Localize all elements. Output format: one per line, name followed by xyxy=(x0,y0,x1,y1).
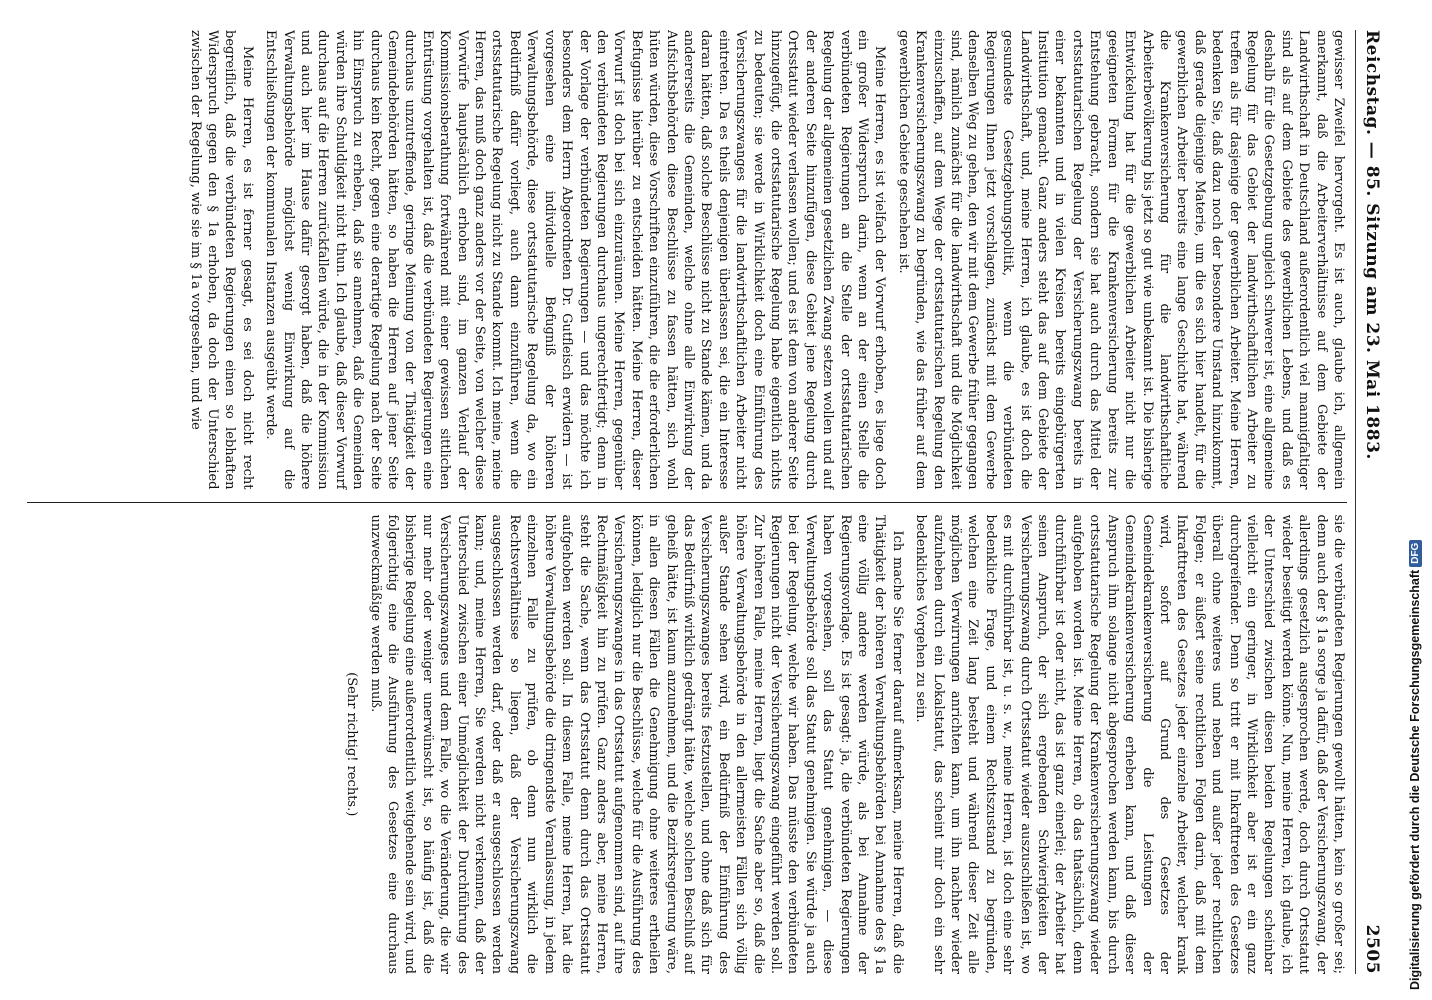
text-columns xyxy=(27,30,1347,974)
right-column xyxy=(27,515,1347,975)
page-number: 2505 xyxy=(1362,924,1382,974)
digitization-sidebar xyxy=(1400,0,1432,1000)
page-header xyxy=(1355,30,1382,974)
paragraph: Ich mache Sie ferner darauf aufmerksam, meine Herren, daß die Thätigkeit der höheren Verwaltungsbehörden bei Annahme des § 1a eine völlig andere werden würde, als bei Annahme der Regierungsvorlage. Es ist gesagt: ja, die verbündeten Regierungen haben vorgesehen, soll das Statut genehmigen, — diese Verwaltungsbehörde soll das Statut genehmigen. Sie würde ja auch bei der Regelung, welche wir haben. Das müsste den verbündeten Regierungen nicht der Versicherungszwang eingeführt werden soll. Zur höheren Falle, meine Herren, liegt die Sache aber so, daß die höhere Verwaltungsbehörde in den allermeisten Fällen sich völlig außer Stande sehen wird, ein Bedürfniß der Einführung des Versicherungszwanges bereits festzustellen, und ohne daß sich für das Bedürfniß wirklich gedrängt hätte, welche solchen Beschluß auf geheiß hätte, ist kaum anzunehmen, und die Bezirksregierung wäre, in allen diesen Fällen die Genehmigung ohne weiteres ertheilen können, lediglich nur die Beschlüsse, welche für die Ausführung des Versicherungszwanges in das Ortsstatut aufgenommen sind, auf ihre Rechtmäßigkeit hin zu prüfen. Ganz anders aber, meine Herren, steht die Sache, wenn das Ortsstatut denn durch das Ortsstatut aufgehoben werden soll. In diesem Falle, meine Herren, hat die höhere Verwaltungsbehörde die dringendste Veranlassung, in jedem einzelnen Falle zu prüfen, ob denn nun wirklich die Rechtsverhältnisse so liegen, daß der Versicherungszwang ausgeschlossen werden darf, oder daß er ausgeschlossen werden kann; und, meine Herren, Sie werden nicht verkennen, daß der Unterschied zwischen einer Unmöglichkeit der Durchführung des Versicherungszwanges und dem Falle, wo die Veränderung, die wir nur mehr oder weniger unerwünscht ist, so häufig ist, daß die bisherige Regelung eine außerordentlich weitgehende sein wird, und folgerichtig eine die Ausführung des Gesetzes eine durchaus unzweckmäßige werden muß. xyxy=(367,514,905,974)
funding-credit xyxy=(1408,540,1422,990)
column-divider xyxy=(27,502,1347,503)
header-session-title: Reichstag. — 85. Sitzung am 23. Mai 1883. xyxy=(1362,30,1382,460)
paragraph: gewisser Zweifel hervorgeht. Es ist auch, glaube ich, allgemein anerkannt, daß die Arbeiterverhältnisse auf dem Gebiete der Landwirthschaft in Deutschland außerordentlich viel mannigfaltiger sind als auf dem Gebiete des gewerblichen Lebens, und daß es deshalb für die Gesetzgebung ungleich schwerer ist, eine allgemeine Regelung für das Gebiet der landwirthschaftlichen Arbeiter zu treffen als für dasjenige der gewerblichen Arbeiter. Meine Herren, bedenken Sie, daß dazu noch der besondere Umstand hinzukommt, daß gerade diejenige Materie, um die es sich hier handelt, für die gewerblichen Arbeiter bereits eine lange Geschichte hat, während die Krankenversicherung für die landwirthschaftliche Arbeiterbevölkerung bis jetzt so gut wie unbekannt ist. Die bisherige Entwickelung hat für die gewerblichen Arbeiter nicht nur die geeigneten Formen für die Krankenversicherung bereits zur Entstehung gebracht, sondern sie hat auch durch das Mittel der ortsstatutarischen Regelung der Versicherungszwang bereits in einer bekannten und in vielen Kreisen bereits eingebürgerten Institution gemacht. Ganz anders steht das auf dem Gebiete der Landwirthschaft, und, meine Herren, ich glaube, es ist doch die gesundeste Gesetzgebungspolitik, wenn die verbündeten Regierungen Ihnen jetzt vorschlagen, zunächst mit dem Gewerbe denselben Weg zu gehen, den wir mit dem Gewerbe früher gegangen sind, nämlich zunächst für die landwirthschaft und die Möglichkeit einzuschaffen, auf dem Wege der ortsstatutarischen Regelung den Krankenversicherungszwang zu begründen, wie das früher auf dem gewerblichen Gebiete geschehen ist. xyxy=(895,30,1346,490)
applause-note: (Sehr richtig! rechts.) xyxy=(344,672,360,817)
paragraph: sie die verbündeten Regierungen gewollt hätten, kein so großer sei; denn auch der § 1a sorge ja dafür, daß der Versicherungszwang, der allerdings gesetzlich ausgesprochen werde, doch durch Ortsstatut wieder beseitigt werden könne. Nun, meine Herren, ich glaube, ich der Unterschied zwischen diesen beiden Regelungen scheinbar vielleicht ein geringer, in Wirklichkeit aber ist er ein ganz durchgreifender. Denn so tritt er mit Inkrafttreten des Gesetzes überall ohne weiteres und neben und außer jeder rechtlichen Folgen; er äußert seine rechtlichen Folgen darin, daß mit dem Inkrafttreten des Gesetzes jeder einzelne Arbeiter, welcher krank wird, sofort auf Grund des Gesetzes der Gemeindekrankenversicherung die Leistungen der Gemeindekrankenversicherung erheben kann, und daß dieser Anspruch ihm solange nicht abgesprochen werden kann, bis durch ortsstatutarische Regelung der Krankenversicherungszwang wieder aufgehoben worden ist. Meine Herren, ob das thatsächlich, denn durchführbar ist oder nicht, das ist ganz einerlei; der Arbeiter hat seinen Anspruch, der sich ergebenden Schwierigkeiten der Versicherungszwang durch Ortsstatut wieder auszuschließen ist, wo es mit durchführbar ist, u. s. w., meine Herren, ist doch eine sehr bedenkliche Frage, und einem Rechtszustand zu begründen, welchen eine Zeit lang besteht und während dieser Zeit alle möglichen Verwirrungen anrichten kann, um ihn nachher wieder aufzuheben durch ein Lokalstatut, das scheint mir doch ein sehr bedenkliches Vorgehen zu sein. xyxy=(913,514,1346,974)
funding-credit-text: Digitalisierung gefördert durch die Deutsche Forschungsgemeinschaft xyxy=(1408,569,1422,990)
paragraph: Meine Herren, es ist vielfach der Vorwurf erhoben, es liege doch ein großer Widerspruch darin, wenn an der einen Stelle die verbündeten Regierungen an die Stelle der ortsstatutarischen Regelung der allgemeinen gesetzlichen Zwang setzen wollen und auf der anderen Seite hinzufügen, diese Gebiet jene Regelung durch Ortsstatut wieder verlassen wollen; und es ist dem von anderer Seite hinzugefügt, die ortsstatutarische Regelung habe eigentlich nichts zu bedeuten; sie werde in Wirklichkeit doch eine Einführung des Versicherungszwanges für die landwirthschaftlichen Arbeiter nicht eintreten. Da es theils denjenigen überlassen sei, die ein Interesse daran hätten, daß solche Beschlüsse nicht zu Stande kämen, und da andererseits die Gemeinden, welche ohne alle Einwirkung der Aufsichtsbehörden diese Beschlüsse zu fassen hätten, sich wohl hüten würden, diese Vorschriften einzuführen, die die erforderlichen Befugnisse hierüber zu entscheiden hätten. Meine Herren, dieser Vorwurf ist doch bei sich einzuräumen. Meine Herren, gegenüber den verbündeten Regierungen durchaus ungerechtfertigt; denn in der Vorlage der verbündeten Regierungen — und das möchte ich besonders dem Herrn Abgeordneten Dr. Gutfleisch erwidern — ist vorgesehen eine individuelle Befugniß der höheren Verwaltungsbehörde, diese ortsstatutarische Regelung da, wo ein Bedürfniß dafür vorliegt, auch dann einzuführen, wenn die ortsstatutarische Regelung nicht zu Stande kommt. Ich meine, meine Herren, das muß doch ganz anders vor der Seite, von welcher diese Vorwürfe hauptsächlich erhoben sind, im ganzen Verlauf der Kommissionsberathung fortwährend mit einer gewissen sittlichen Entrüstung vorgehalten ist, daß die verbündeten Regierungen eine durchaus unzutreffende, geringe Meinung von der Thätigkeit der Gemeindebehörden hätten, so haben die Herren auf jener Seite durchaus kein Recht, gegen eine derartige Regelung nach der Seite hin Einspruch zu erheben, daß sie annehmen, daß die Gemeinden würden ihre Schuldigkeit nicht thun. Ich glaube, daß dieser Vorwurf durchaus auf die Herren zurückfallen würde, die in der Kommission und auch hier im Hause dafür gesorgt haben, daß die höhere Verwaltungsbehörde möglichst wenig Einwirkung auf die Entschließungen der kommunalen Instanzen ausgeübt werde. xyxy=(263,30,888,490)
left-column xyxy=(27,30,1347,490)
paragraph: Meine Herren, es ist ferner gesagt, es sei doch nicht recht begreiflich, daß die verbündeten Regierungen einen so lebhaften Widerspruch gegen den § 1a erhoben, da doch der Unterschied zwischen der Regelung, wie sie im § 1a vorgesehen, und wie xyxy=(187,30,255,490)
dfg-logo-icon: DFG xyxy=(1409,540,1422,567)
